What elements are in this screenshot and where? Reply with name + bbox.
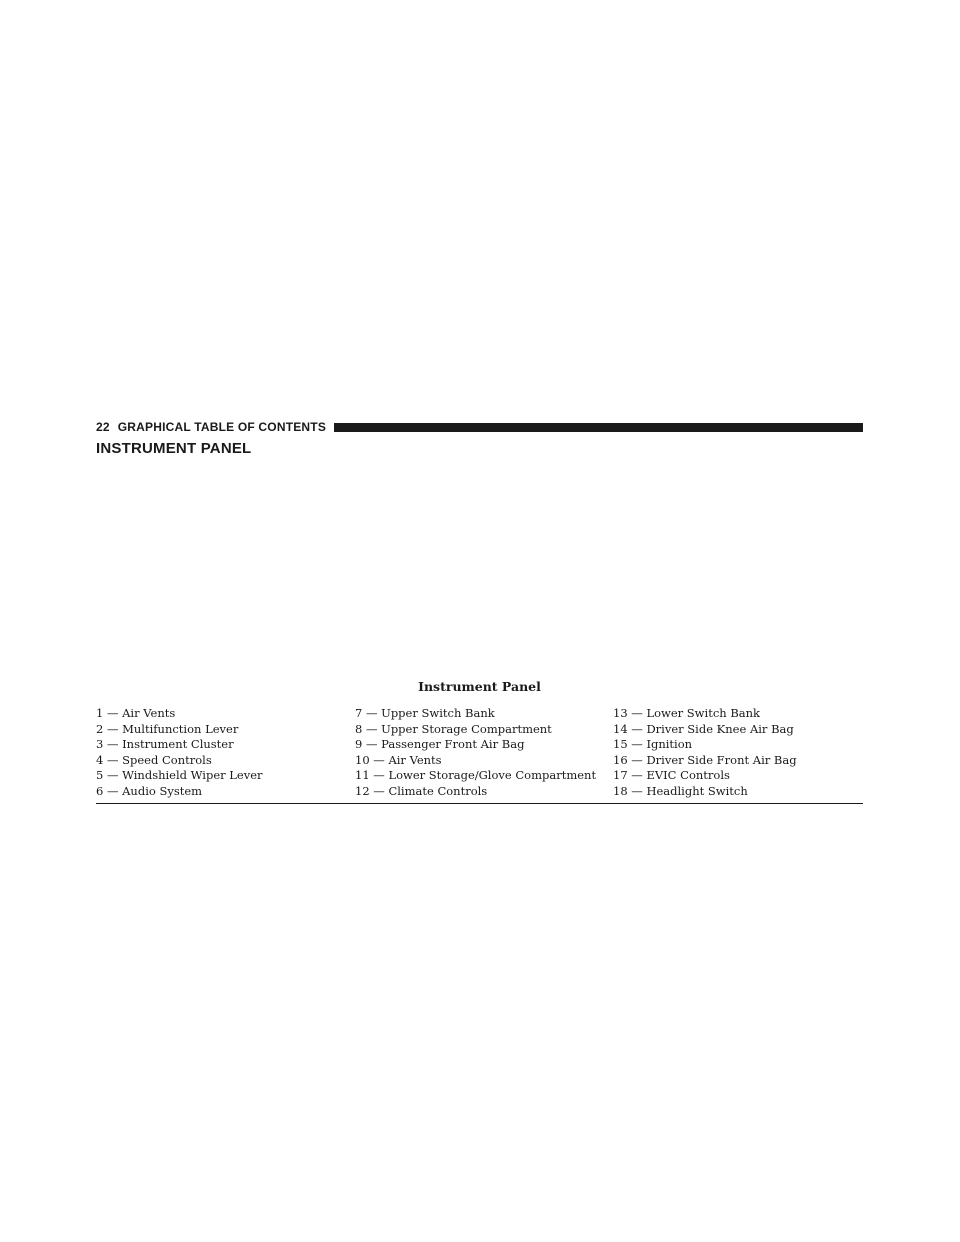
legend-item: 12 — Climate Controls — [355, 783, 488, 798]
legend-column-2 — [355, 706, 613, 800]
legend-item: 6 — Audio System — [96, 783, 203, 798]
legend-item: 18 — Headlight Switch — [613, 783, 748, 798]
legend-item: 11 — Lower Storage/Glove Compartment — [355, 768, 597, 783]
legend-item: 9 — Passenger Front Air Bag — [355, 737, 525, 752]
section-title: INSTRUMENT PANEL — [96, 440, 252, 457]
legend-item: 17 — EVIC Controls — [613, 768, 730, 783]
legend-item: 4 — Speed Controls — [96, 752, 212, 767]
header-rule-bar — [334, 423, 863, 432]
page-header — [96, 420, 863, 434]
legend-item: 16 — Driver Side Front Air Bag — [613, 752, 797, 767]
legend-item: 10 — Air Vents — [355, 752, 442, 767]
legend-column-1 — [96, 706, 355, 800]
page-number: 22 — [96, 420, 110, 434]
legend-item: 7 — Upper Switch Bank — [355, 706, 495, 720]
instrument-panel-figure — [96, 468, 863, 668]
legend-item: 2 — Multifunction Lever — [96, 721, 239, 736]
legend-item: 15 — Ignition — [613, 737, 693, 752]
legend-item: 8 — Upper Storage Compartment — [355, 721, 552, 736]
running-header-title: GRAPHICAL TABLE OF CONTENTS — [117, 420, 327, 434]
legend-item: 14 — Driver Side Knee Air Bag — [613, 721, 794, 736]
legend-item: 1 — Air Vents — [96, 706, 176, 720]
legend-item: 3 — Instrument Cluster — [96, 737, 234, 752]
legend-item: 13 — Lower Switch Bank — [613, 706, 761, 720]
figure-caption: Instrument Panel — [418, 679, 541, 694]
legend-item: 5 — Windshield Wiper Lever — [96, 768, 263, 783]
figure-legend — [96, 706, 863, 804]
legend-column-3 — [613, 706, 863, 800]
